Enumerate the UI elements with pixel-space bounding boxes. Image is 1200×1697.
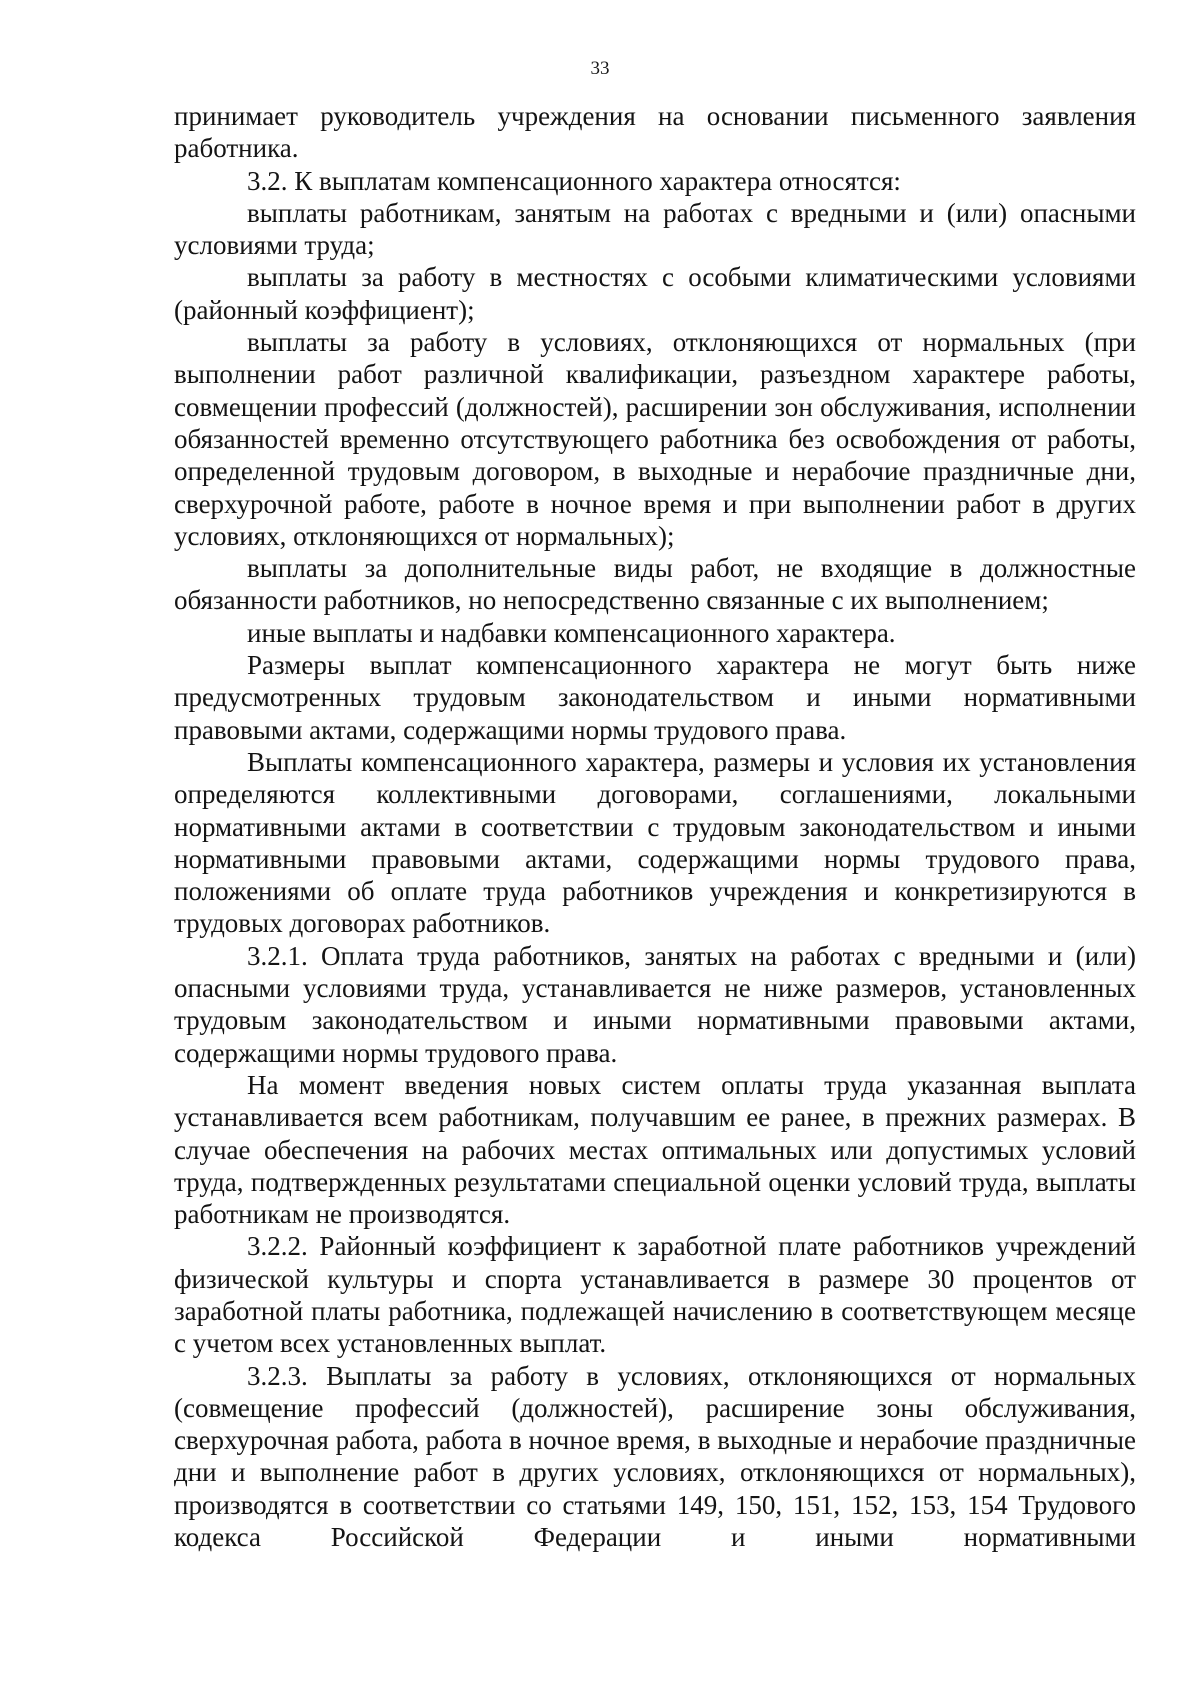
paragraph: На момент введения новых систем оплаты труда указанная выплата устанавливается всем работникам, получавшим ее ранее, в прежних размерах. В случае обеспечения на рабочих местах оптимальных или допустимых условий труда, подтвержденных результатами специальной оценки условий труда, выплаты работникам не производятся.: [174, 1069, 1136, 1230]
paragraph-list-item: выплаты за работу в местностях с особыми климатическими условиями (районный коэффициент);: [174, 262, 1136, 325]
paragraph: Выплаты компенсационного характера, размеры и условия их установления определяются коллективными договорами, соглашениями, локальными нормативными актами в соответствии с трудовым законодательством и иными нормативными правовыми актами, содержащими нормы трудового права, положениями об оплате труда работников учреждения и конкретизируются в трудовых договорах работников.: [174, 746, 1136, 939]
page-number: 33: [590, 58, 610, 79]
paragraph-list-item: иные выплаты и надбавки компенсационного характера.: [247, 617, 896, 648]
paragraph-list-item: выплаты за работу в условиях, отклоняющихся от нормальных (при выполнении работ различной квалификации, разъездном характере работы, совмещении профессий (должностей), расширении зон обслуживания, исполнении обязанностей временно отсутствующего работника без освобождения от работы, определенной трудовым договором, в выходные и нерабочие праздничные дни, сверхурочной работе, работе в ночное время и при выполнении работ в других условиях, отклоняющихся от нормальных);: [174, 327, 1136, 551]
paragraph-section-3-2: 3.2. К выплатам компенсационного характера относятся:: [247, 165, 901, 196]
document-body: [174, 100, 1136, 1553]
paragraph-section-3-2-1: 3.2.1. Оплата труда работников, занятых на работах с вредными и (или) опасными условиями труда, устанавливается не ниже размеров, установленных трудовым законодательством и иными нормативными правовыми актами, содержащими нормы трудового права.: [174, 940, 1136, 1068]
paragraph-list-item: выплаты за дополнительные виды работ, не входящие в должностные обязанности работников, но непосредственно связанные с их выполнением;: [174, 553, 1136, 616]
paragraph-list-item: выплаты работникам, занятым на работах с вредными и (или) опасными условиями труда;: [174, 197, 1136, 261]
paragraph-continuation: принимает руководитель учреждения на основании письменного заявления работника.: [174, 101, 1136, 164]
paragraph: Размеры выплат компенсационного характера не могут быть ниже предусмотренных трудовым законодательством и иными нормативными правовыми актами, содержащими нормы трудового права.: [174, 650, 1136, 745]
paragraph-section-3-2-3: 3.2.3. Выплаты за работу в условиях, отклоняющихся от нормальных (совмещение профессий (должностей), расширение зоны обслуживания, сверхурочная работа, работа в ночное время, в выходные и нерабочие праздничные дни и выполнение работ в других условиях, отклоняющихся от нормальных), производятся в соответствии со статьями 149, 150, 151, 152, 153, 154 Трудового кодекса Российской Федерации и иными нормативными: [174, 1360, 1136, 1553]
paragraph-section-3-2-2: 3.2.2. Районный коэффициент к заработной плате работников учреждений физической культуры и спорта устанавливается в размере 30 процентов от заработной платы работника, подлежащей начислению в соответствующем месяце с учетом всех установленных выплат.: [174, 1231, 1136, 1359]
